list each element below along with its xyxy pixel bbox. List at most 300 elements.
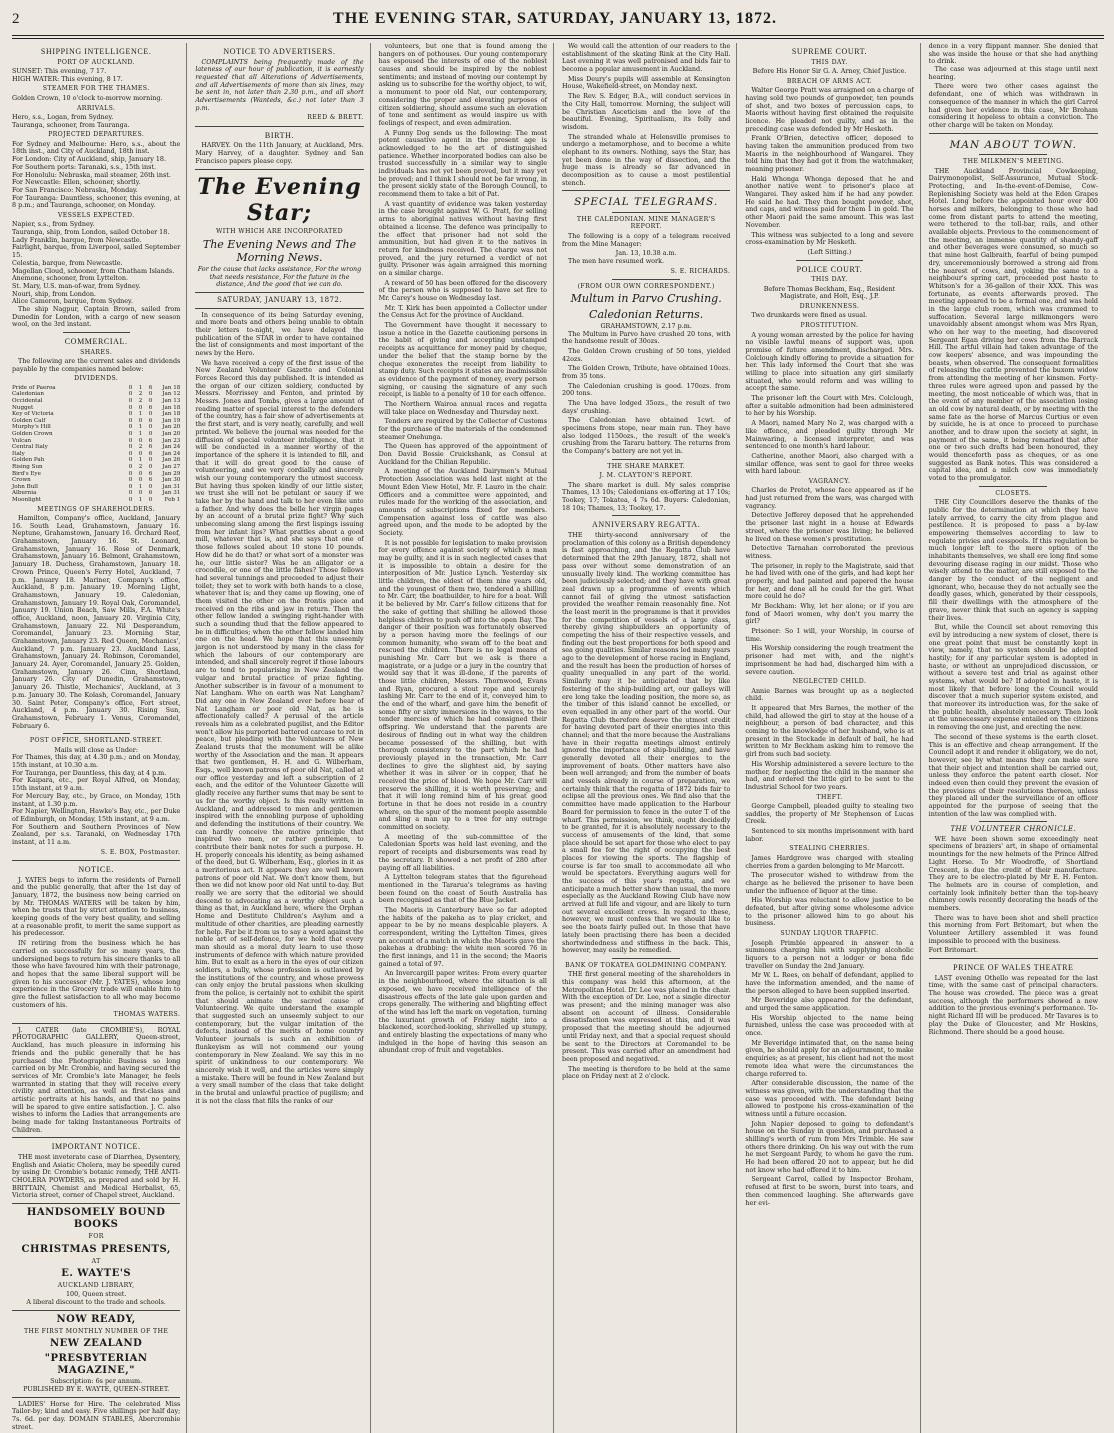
divider <box>612 515 679 516</box>
case-heading: PROSTITUTION. <box>800 322 859 330</box>
news-paragraph: A reward of 50 has been offered for the discovery of the person who is supposed to have set fire to Mr. Carey's house on Wednesday last. <box>378 278 547 302</box>
divider <box>195 308 363 309</box>
news-paragraph: A Funny Dog sends us the following: The most potent causative agent in the present age is acknowledged to be the art of distinguished patience. Whether incorporated bodies can also be trusted successfully in a similar way to single individuals has not yet been proved, but it may yet be proved; and I think I should not be far wrong, in the present sickly state of the Borough Council, to recommend them to take a bit of Pat. <box>378 128 547 199</box>
columns <box>12 42 1104 1431</box>
dividend-amount: 0 <box>138 490 143 497</box>
case-heading: BREACH OF ARMS ACT. <box>786 77 873 85</box>
telegram-intro: The following is a copy of a telegram received from the Mine Manager: <box>561 231 731 248</box>
dividend-amount: 1 <box>138 424 143 431</box>
news-paragraph: volunteers, but one that is found among the hangers on of pothouses. Our young contemporary has espoused the interests of one of the noblest causes and should be inspired by the noblest sentiments; and instead of moving our contempt by asking us to subscribe for the worthy object, to wit, a monument to poor old Nat, our contemporary, considering the proper and elevating purposes of citizen soldiering, should assume such an elevation of tone and sentiment as would inspire us with feelings of respect, and even admiration. <box>378 42 547 127</box>
court-paragraph: James Hardgrove was charged with stealing cherries from a garden belonging to Mr Marcott. <box>745 853 914 870</box>
dividend-date: Jan 23 <box>162 437 181 444</box>
crushing-line: The Multum in Parvo have crushed 20 tons, with the handsome result of 30ozs. <box>561 329 731 346</box>
divider <box>12 860 180 861</box>
steamer-line: Golden Crown, 10 o'clock to-morrow morning. <box>12 93 163 102</box>
court-paragraph: There were two other cases against the defendant, one of which was withdrawn in consequence of the manner in which the girl Carrol had given her evidence in this case, Mr Broham considering it hopeless to obtain a conviction. The other charge will be taken on Monday. <box>928 82 1098 129</box>
dividend-date: Jan 26 <box>162 457 181 464</box>
volunteer-chronicle-heading: THE VOLUNTEER CHRONICLE. <box>950 825 1077 834</box>
theatre-heading: PRINCE OF WALES THEATRE <box>953 963 1074 973</box>
court-paragraph: George Campbell, pleaded guilty to stealing two saddles, the property of Mr Stephenson of Lucas Creek. <box>745 802 914 826</box>
dividend-amount: 0 <box>128 391 133 398</box>
special-telegrams-heading: SPECIAL TELEGRAMS. <box>574 196 719 209</box>
dividend-amount: 0 <box>128 437 133 444</box>
crushing-line: The Una have lodged 35ozs., the result of two days' crushing. <box>561 399 731 415</box>
court-paragraph: The case was adjourned at this stage until next hearing. <box>928 65 1098 81</box>
expected-line: Nouri, ship, from London. <box>12 289 96 298</box>
birth-heading: BIRTH. <box>264 130 295 140</box>
dividend-company: Central Italy <box>12 444 48 451</box>
court-paragraph: A young woman arrested by the police for having no visible lawful means of support was, upon promise of future amendment, discharged. Mrs. Colclough kindly offering to provide a situation for her. This lady informed the Court that she was willing to place into situation any girl similarly situated, who would reform and was willing to accept the same. <box>745 330 914 393</box>
case-heading: DRUNKENNESS. <box>799 303 860 310</box>
dividend-amount: 0 <box>148 391 153 398</box>
this-day-heading: THIS DAY. <box>811 58 848 66</box>
court-paragraph: Sergeant Carrol, called by Inspector Broham, refused at first to be sworn, burst into tears, and then commenced laughing. She afterwards gave her evi- <box>745 1175 914 1207</box>
court-before-line: Before Thomas Beckham, Esq., Resident Magistrate, and Holt, Esq., J.P. <box>763 284 896 301</box>
court-paragraph: Detective Jefferey deposed that he apprehended the prisoner last night in a house at Edwards street, where the prisoner was living; he believed he lived on these women's prostitution. <box>745 511 914 543</box>
advertisers-notice-heading: NOTICE TO ADVERTISERS. <box>223 47 336 56</box>
caledonian-heading: THE CALEDONIAN. MINE MANAGER'S REPORT. <box>576 215 716 231</box>
steamer-heading: STEAMER FOR THE THAMES. <box>42 85 150 93</box>
dividend-amount: 1 <box>138 411 143 418</box>
departure-line: For Newcastle: Ellen, schooner, shortly. <box>12 178 141 187</box>
dividend-amount: 0 <box>148 398 153 405</box>
court-paragraph: His Worship considering the rough treatment the prisoner had met with, and the night's imprisonment he had had, discharged him with a severe caution. <box>745 644 914 676</box>
dividend-row <box>12 398 180 405</box>
dividend-amount: 6 <box>148 450 153 457</box>
divider <box>979 821 1047 822</box>
mail-line: For Napier, Wellington, Hawke's Bay, etc., per Duke of Edinburgh, on Monday, 15th instant, at 9 a.m. <box>12 807 181 823</box>
birth-notice: HARVEY. On the 11th January, at Auckland, Mrs. Mary Harvey, of a daughter. Sydney and San Francisco papers please copy. <box>195 141 364 165</box>
dividends-table <box>12 385 180 504</box>
departure-line: For San Francisco: Nebraska, Monday. <box>12 185 138 194</box>
multum-heading: Multum in Parvo Crushing. <box>570 292 722 306</box>
court-paragraph: Annie Barnes was brought up as a neglected child. <box>745 686 914 703</box>
postmaster-signature: S. E. BOX, Postmaster. <box>100 848 181 856</box>
case-heading: VAGRANCY. <box>808 477 851 485</box>
divider <box>612 279 679 280</box>
share-market-heading: THE SHARE MARKET. <box>607 462 686 470</box>
dividend-row <box>12 477 180 484</box>
dividend-date: Jan 18 <box>162 411 181 418</box>
expected-line: Magellan Cloud, schooner, from Chatham Islands. <box>12 266 175 275</box>
case-heading: THEFT. <box>816 793 843 801</box>
editorial-paragraph: In consequence of its being Saturday evening, and more boats and others being unable to obtain their letters to-night, we have delayed the publication of the STAR in order to have contained the list of consignments and most important of the news by the Hero. <box>195 310 364 357</box>
editorial-date: SATURDAY, JANUARY 13, 1872. <box>217 296 342 305</box>
divider <box>12 1203 180 1204</box>
dividend-amount: 6 <box>148 444 153 451</box>
column-6 <box>929 43 1104 1433</box>
dividend-amount: 0 <box>128 411 133 418</box>
dividend-date: Jan 12 <box>162 391 181 398</box>
court-paragraph: Joseph Primble appeared in answer to a summons charging him with supplying alcoholic liquors to a person not a lodger or bona fide traveller on Sunday the 2nd January. <box>745 938 914 970</box>
dividend-date: Jan 31 <box>162 483 181 490</box>
court-paragraph: His Worship was reluctant to allow justice to be defeated, but after giving some wholesome advice to the prisoner allowed him to go about his business. <box>745 896 914 928</box>
dividend-row <box>12 451 180 458</box>
dividend-row <box>12 391 180 398</box>
clayton-report-heading: J. M. CLAYTON'S REPORT. <box>599 472 693 480</box>
expected-line: Alice Cameron, barque, from Sydney. <box>12 297 133 306</box>
telegram-signature: S. E. RICHARDS. <box>670 267 731 275</box>
divider <box>612 958 679 959</box>
crushing-line: The Caledonian crushing is good. 170ozs. from 200 tons. <box>561 381 731 398</box>
departures-heading: PROJECTED DEPARTURES. <box>48 131 145 139</box>
divider <box>612 212 679 213</box>
departure-line: For London: City of Auckland, ship, January 18. <box>12 155 167 164</box>
editorial-paragraph: We have received a copy of the first issue of the New Zealand Volunteer Gazette and Colonial Forces Record this day published. It is intended as the organ of our citizen soldiery, conducted by Messrs. Morrissey and Fenton, and printed by Messrs. Jones and Tombs, gives a large amount of reading matter of special interest to the defenders of the country, has a fair show of advertisements at the first start, and is very neatly, carefully, and well printed. We believe the journal was needed for the diffusion of special volunteer intelligence, that it will be conducted in a manner worthy of the importance of the sphere it is intended to fill, and that it will do great good to the cause of volunteering, and we very cordially and sincerely wish our young contemporary the utmost success. But having thus spoken kindly of our little sister, we trust she will not be petulant or saucy if we take her by the hand and talk to her even like unto a father. And why does the belle her virgin pages by an account of a brutal prize fight? Why such unbecoming slang among the first lispings issuing from her infant lips? What prattles about a good mill, whatever that is, and she says that one of those fellows scaled about 10 stone 10 pounds. How did he do that? or what sort of a monster was he, our little sister? Was he an alligator or a crocodile, or one of the little fishes? Those fellows had several tunnings and proceeded to adjust their toilet; they set to work with both hands to a close, whatever that is; and they came up flowing, one of them visited the other on the frontis piece and received on the ribs and jaw in return. Then the other fellow landed a swinging right-hander with such a sounding thud that the fellow appeared to be in difficulties; when the other fellow landed him one on the head. We hope that this unseemly jargon is not understood by many in the class for which the labours of our contemporary are intended, and shall sincerely regret if those labours are to tend to popularising in New Zealand the vulgar and brutal practice of prize fighting. Another subscriber is in favour of a monument to Nat Langham. Who on earth was Nat Langham? Did any one in New Zealand ever before hear of Nat Langham or poor old Nat, as he is affectionately called? A perusal of the article reveals him as a celebrated pugilist, and the Editor won't allow his purported battered carcase to rot in peace, but pleading with the Volunteers of New Zealand trusts that the monument will be alike worthy of the Association and the man. It appears that two gentlemen, H. H. and G. Wilberham, Esqs., well known patrons of poor old Nat, called at our office yesterday and left a subscription of 2 each, and the editor of the Volunteer Gazette will gladly receive any further sums that may be sent to us for the worthy object. Is this really written in Auckland, and addressed to men and gentlemen inspired with the ennobling purpose of upholding and defending the institutions of their country. We can hardly conceive the motive principle that inspired two men, or rather gentlemen, to contribute their bank notes for such a purpose. H. H. properly conceals his identity, as being ashamed of the deed, but G. Wilberham, Esq., glories in it as a meritorious act. It appears they are well known patrons of poor old Nat. We don't know them, but then we did not know poor old Nat until to-day. But really we are sorry that the editorial we should descend to advocating as a worthy object such a thing as that, in Auckland here, where the Orphan Home and Destitute Children's Asylum and a multitude of other charities, are pleading earnestly for help. Far be it from us to say a word against the noble art of self-defence, for we hold that every man should as a moral duty learn to use those instruments of defence with which nature provided him. But to exalt as a hero in the eyes of our citizen soldiers, a bully, whose profession is outlawed by the institutions of the country, and whose prowess can only enjoy the brutal passions when skulking from the police, is certainly not to exhibit the spirit that should animate the sacred cause of Volunteering. We quite understand the example that suggested such an unseemly subject to our contemporary, but the vulgar imitation of the defects, instead of the merits of home country Volunteer journals is such an exhibition of flunkeyism as will not commend our young contemporary in New Zealand. We say this in no spirit of unkindness to our contemporary. We sincerely wish it well, and the articles were simply a mistake. There will be found in New Zealand but a very small number of the class that take delight in the brutal and unlawful practice of pugilism; and it is not the class that fills the ranks of our <box>195 358 364 1105</box>
dividend-row <box>12 490 180 497</box>
news-paragraph: Mr. T. Kirk has been appointed a Collector under the Census Act for the province of Auckland. <box>378 303 547 320</box>
court-paragraph: Mr Beveridge intimated that, on the name being given, he should apply for an adjournment, to make enquiries; as at present, his client had not the most remote idea what were the circumstances the charge referred to. <box>745 1038 914 1078</box>
dividend-company: Occidental <box>12 398 43 405</box>
court-paragraph: His Worship objected to the name being furnished, unless the case was proceeded with at once. <box>745 1013 914 1038</box>
yates-notice: J. YATES begs to inform the residents of Parnell and the public generally, that after the 1st day of January, 1872, the business now being carried on by Mr. THOMAS WATERS will be taken by him, when he trusts that by strict attention to business, keeping goods of the very best quality, and selling at a reasonable profit, to merit the same support as his predecessor. <box>12 875 181 938</box>
dividend-row <box>12 471 180 478</box>
divider <box>63 332 130 333</box>
divider <box>562 190 730 191</box>
court-paragraph: Two drunkards were fined as usual. <box>751 311 868 320</box>
dividends-heading: DIVIDENDS. <box>74 375 119 383</box>
dividend-amount: 0 <box>128 417 133 424</box>
news-paragraph: It is not possible for legislation to make provision for every offence against society of which a man may be guilty, and it is in such neglected cases that it is impossible to obtain a desire for the interposition of Mr. Justice Lynch. Yesterday six little children, the eldest of them nine years old, and the youngest of them two, tendered a shilling to Mr. Carr, the boatbuilder, to hire for a boat. Will it be believed by Mr. Carr's fellow citizens that for the sake of getting that shilling he allowed those helpless children to push off into the open Bay. The danger of their position was fortunately observed by a person having more the feelings of our common humanity, who swam off to the boat and rescued the children. There is no legal means of punishing Mr. Carr but we ask is there a magistrate, or a judge or a jury in the country that would say that it was ill-done, if the parents of those little children, Messrs. Thornwood, Evans and Ryan, procured a stout rope and securely lashing Mr. Carr to the end of it, conveyed him to the end of the wharf, and gave him the benefit of some fifty or sixty immersions in the waves, to the tender mercies of which he had consigned their offspring. We understand that the parents are desirous of finding out in what way the children became possessed of the shilling, but with thorough consistency to the part which he had previously played in the transaction, Mr. Carr declines to give the slightest aid, by saying whether it was in silver or in copper, that he received the price of blood. We hope Mr. Carr will preserve the shilling, it is worth preserving; and that it will long remind him of his great good fortune in that he does not reside in a country where, on the spur of the moment people assemble and sling a man up to a tree for any outrage committed on society. <box>378 538 547 832</box>
dividend-amount: 0 <box>138 470 143 477</box>
dividend-row <box>12 484 180 491</box>
news-paragraph: A vast quantity of evidence was taken yesterday in the case brought against W. G. Pratt, for selling arms to aboriginal natives without having first obtained a license. The defence was principally to the effect that prisoner had not sold the ammunition, but had given it to the natives in return for kindness received. The charge was not proved, and the jury returned a verdict of not guilty. Prisoner was again arraigned this morning on a similar charge. <box>378 199 547 277</box>
expected-line: Tauranga, ship, from London, sailed October 18. <box>12 228 170 237</box>
dividend-date: Jan 18 <box>162 384 181 391</box>
port-heading: PORT OF AUCKLAND. <box>57 58 136 66</box>
page-number: 2 <box>12 11 20 27</box>
arrivals-heading: ARRIVALS. <box>76 104 116 112</box>
correspondent-heading: (FROM OUR OWN CORRESPONDENT.) <box>577 283 715 291</box>
departure-line: For Sydney and Melbourne: Hero, s.s., about the 18th inst., and City of Auckland, 18th inst. <box>12 139 181 156</box>
advertisers-notice: COMPLAINTS being frequently made of the lateness of our hour of publication, it is earnestly requested that all Alterations of Advertisements, and all Advertisements of more than six lines, may be sent in, not later than 2.30 p.m., and all short Advertisements (Wanteds, &c.) not later than 3 p.m. <box>195 57 364 112</box>
dividend-amount: 6 <box>148 470 153 477</box>
dividend-company: Vulcan <box>12 437 32 444</box>
books-for: FOR <box>88 1233 104 1241</box>
divider <box>63 733 130 734</box>
masthead-rule <box>12 35 1104 39</box>
dividend-amount: 6 <box>148 490 153 497</box>
expected-line: Fairlight, barque, from Liverpool, sailed September 15. <box>12 243 181 260</box>
monthly-number-line: THE FIRST MONTHLY NUMBER OF THE <box>24 1327 169 1335</box>
evening-star-nameplate: The Evening Star; <box>197 173 362 226</box>
court-paragraph: Walter George Pratt was arraigned on a charge of having sold two pounds of gunpowder, ten pounds of shot, and two boxes of percussion caps, to Maoris without having first obtained the requisite licence. He pleaded not guilty, and as in the preceding case was defended by Mr Hesketh. <box>745 86 914 133</box>
expected-line: Lady Franklin, barque, from Newcastle. <box>12 235 142 244</box>
arrival-line: Tauranga, schooner, from Tauranga. <box>12 120 130 129</box>
news-paragraph: A meeting of the sub-committee of the Caledonian Sports was held last evening, and the report of receipts and disbursements was read by the secretary. It showed a net profit of 280 after paying off all liabilities. <box>378 832 547 872</box>
telegram-body: The men have resumed work. <box>567 256 664 265</box>
dividend-amount: 6 <box>148 477 153 484</box>
commercial-heading: COMMERCIAL. <box>64 337 128 347</box>
divider <box>12 1023 180 1024</box>
dividend-date: Jan 19 <box>162 417 181 424</box>
newspaper-title: THE EVENING STAR, SATURDAY, JANUARY 13, 1872. <box>333 10 777 27</box>
dividend-row <box>12 438 180 445</box>
dividend-row <box>12 444 180 451</box>
news-paragraph: The Maoris in Canterbury have so far adopted the habits of the pakeha as to play cricket, and appear to be by no means despicable players. A correspondent, writing the Lyttelton Times, gives an account of a match in which the Maoris gave the pakehas a drubbing: the white men scored 76 in the first innings, and 11 in the second; the Maoris gained a total of 97. <box>378 905 547 968</box>
important-notice-heading: IMPORTANT NOTICE. <box>51 1142 141 1152</box>
caledonian-returns-heading: Caledonian Returns. <box>589 307 704 321</box>
dividend-amount: 0 <box>148 431 153 438</box>
court-paragraph: Mr W. L. Rees, on behalf of defendant, applied to have the information amended, and the name of the person alleged to have been supplied inserted. <box>745 971 914 995</box>
dividend-amount: 0 <box>128 496 133 503</box>
telegram-time: Jan. 13, 10.38 a.m. <box>615 249 677 258</box>
volunteer-article: There was to have been shot and shell practice this morning from Fort Britomart, but when the Volunteer Artillery assembled it was found impossible to proceed with the business. <box>928 913 1098 945</box>
column-1 <box>12 43 187 1433</box>
court-paragraph: A Maori, named Mary No 2, was charged with a like offence, and pleaded guilty through Mr Mainwaring, a licensed interpreter, and was sentenced to one month's hard labour. <box>745 419 914 451</box>
dividend-company: Golden Calf <box>12 417 46 424</box>
dividend-row <box>12 385 180 392</box>
news-paragraph: The Queen has approved of the appointment of Don David Bossie Cruickshank, as Consul at Auckland for the Chilian Republic. <box>378 442 547 466</box>
divider <box>195 169 363 170</box>
library-address: 100, Queen street. <box>65 1290 127 1299</box>
crushing-line: The Golden Crown crushing of 50 tons, yielded 42ozs. <box>561 346 731 363</box>
dividend-row <box>12 497 180 504</box>
dividend-date: Jan 13 <box>162 398 181 405</box>
dividend-row <box>12 424 180 431</box>
dividend-amount: 0 <box>128 457 133 464</box>
dividend-amount: 0 <box>138 417 143 424</box>
divider <box>929 133 1098 134</box>
court-paragraph: Charles de Pretot, whose face appeared as if he had just returned from the wars, was charged with vagrancy. <box>745 486 914 510</box>
dividend-company: Bird's Eye <box>12 470 41 477</box>
news-paragraph: An Invercargill paper writes: From every quarter in the neighbourhood, where the situation is all exposed, we have received intelligence of the disastrous effects of the late gale upon garden and crops generally. The withering and blighting effect of the wind has left the mark on vegetation, turning the luxuriant growth of Friday night into a blackened, scorched-looking, shrivelled up stumpy, and entirely blasting the expectations of many who indulged in the hope of having this season an abundant crop of fruit and vegetables. <box>378 969 547 1055</box>
dividend-company: Key of Victoria <box>12 411 54 418</box>
departure-line: For Southern ports: Taranaki, s.s., 15th inst. <box>12 162 156 171</box>
subscription-line: Subscription: 6s per annum. <box>50 1377 143 1386</box>
dividend-amount: 0 <box>148 424 153 431</box>
dividend-company: Italy <box>12 450 25 457</box>
court-paragraph: dence in a very flippant manner. She denied that she was inside the house or that she had anything to drink. <box>928 42 1098 66</box>
dividend-date: Jan 20 <box>162 424 181 431</box>
dividend-amount: 6 <box>148 404 153 411</box>
cater-advert: J. CATER (late CROMBIE'S), ROYAL PHOTOGRAPHIC GALLERY, Queen-street, Auckland, has much pleasure in informing his friends and the public generally that he has purchased the Photographic Business so long carried on by Mr. Crombie, and having secured the services of Mr. Crombie's late Manager, he feels warranted in stating that they will receive every civility and attention, as well as first-class and artistic portraits at his hands, and that no pains will be spared to give entire satisfaction. J. C. also wishes to inform the Ladies that arrangements are being made for taking Instantaneous Portraits of Children. <box>12 1025 181 1134</box>
dividend-amount: 0 <box>128 490 133 497</box>
horse-hire-advert: LADIES' Horse for Hire. The celebrated Miss Tailor-by; kind and easy. Five shillings per half day; 7s. 6d. per day. DOMAIN STABLES, Abercrombie street. <box>12 1399 181 1431</box>
meetings-list: Hamilton, Company's office, Auckland, January 16. South Lead, Grahamstown, January 16. Neptune, Grahamstown, January 16. Orchard Reef, Grahamstown, January 16. St. Leonard, Grahamstown, January 16. Rose of Denmark, Grahamstown, January 16. Belmont, Grahamstown, January 18. Duchess, Grahamstown, January 18. Crown Prince, Queen's Ferry Hotel, Auckland, 7 p.m. January 18. Mariner, Company's office, Auckland, 8 p.m. January 19. Morning Light, Grahamstown, January 19. Caledonian, Grahamstown, January 19. Royal Oak, Coromandel, January 19. Union Beach, Saw Mills, F.A. White's office, Auckland, noon, January 20. Virginia City, Grahamstown, January 22. Nil Desperandum, Coromandel, January 23. Morning Star, Grahamstown, January 23. Red Queen, Mechanics', Auckland, 7 p.m. January 23. Auckland Lass, Grahamstown, January 24. Robinson, Coromandel, January 24. Ayer, Coromandel, January 25. Golden, Grahamstown, January 26. Cinn, Shortland, January 26. City of Dunedin, Grahamstown, January 26. Thistle, Mechanics', Auckland, at 3 p.m. January 30. The Kolash, Coromandel, January 30. Saint Peter, Company's office, Fort street, Auckland, 4 p.m. January 30. Rising Sun, Grahamstown, February 1. Venus, Coromandel, February 6. <box>12 514 181 730</box>
tokatea-heading: BANK OF TOKATEA GOLDMINING COMPANY. <box>565 961 728 969</box>
closets-article: The second of these systems is the earth closet. This is an effective and cheap arrangement. If the Council adopt it and render it obligatory, we do not, however, see by what means they can make sure that their object and intention shall be carried out, unless they enforce the patent earth closet. Nor indeed even then could they prevent the evasion of the provisions of their resolutions thereon, unless they placed all under the surveillance of an officer appointed for the purpose of seeing that the intention of the law was complied with. <box>928 732 1098 818</box>
masthead <box>12 10 1104 32</box>
dividend-amount: 0 <box>128 470 133 477</box>
column-2 <box>195 43 370 1433</box>
incorporated-titles: The Evening News and The Morning News. <box>202 237 357 264</box>
shares-intro: The following are the current sales and dividends payable by the companies named below: <box>12 357 181 373</box>
dividend-amount: 0 <box>138 404 143 411</box>
court-paragraph: Mr Beveridge also appeared for the defendant, and urged the same application. <box>745 996 914 1012</box>
news-paragraph: The stranded whale at Helensville promises to undergo a metamorphose, and to become a white elephant to its owners. Nothing, says the Star, has yet been done in the way of dissection, and the huge mass is already so far advanced in decomposition as to cause a most pestilential stench. <box>561 132 731 187</box>
dividend-row <box>12 405 180 412</box>
dividend-amount: 0 <box>148 483 153 490</box>
news-paragraph: The Northern Wairoa annual races and regatta will take place on Wednesday and Thursday next. <box>378 399 547 416</box>
dividend-amount: 1 <box>138 431 143 438</box>
dividend-amount: 1 <box>138 457 143 464</box>
news-paragraph: Miss Deury's pupils will assemble at Kensington House, Wakefield-street, on Monday next. <box>561 74 731 91</box>
dividend-amount: 6 <box>148 437 153 444</box>
milkmen-heading: THE MILKMEN'S MEETING. <box>963 158 1064 166</box>
dividend-company: Caledonian <box>12 391 44 398</box>
crushing-line: The Caledonian have obtained 1cwt. of specimens from stope, near main run. They have also lodged 1150ozs., the result of the week's crushing from the Tararu battery. The returns from the Company's battery are not yet in. <box>561 416 731 456</box>
dividend-amount: 0 <box>128 450 133 457</box>
crushing-line: The Golden Crown, Tribute, have obtained 10ozs. from 35 tons. <box>561 364 731 380</box>
dividend-amount: 0 <box>128 477 133 484</box>
dividend-company: Golden Pah <box>12 457 45 464</box>
dividend-company: Golden Crown <box>12 431 53 438</box>
dividend-date: Feb 1 <box>164 496 181 503</box>
dividend-amount: 0 <box>128 404 133 411</box>
incorporated-line: WITH WHICH ARE INCORPORATED <box>216 228 343 236</box>
news-paragraph: A meeting of the Auckland Dairymen's Mutual Protection Association was held last night at the Mount Eden View Hotel, Mr. F. Lauro in the chair. Officers and a committee were appointed, and rules made for the working of the association, and amounts of subscriptions fixed for members. Compensation against loss of cattle was also agreed upon, and the mode to be adopted by the Society. <box>378 467 547 537</box>
divider <box>195 126 363 127</box>
court-paragraph: Haki Whonga Whonga deposed that he and another native went to prisoner's place at Wangarei. They asked him if he had any powder. He said he had. They then bought powder, shot, and caps, and witness paid for them 1 in gold. The other Maori paid the same amount. This was last November. <box>745 174 914 229</box>
dividend-date: Jan 18 <box>162 404 181 411</box>
dividend-amount: 2 <box>138 391 143 398</box>
library-heading: AUCKLAND LIBRARY, <box>57 1282 135 1289</box>
dividend-amount: 2 <box>138 398 143 405</box>
court-paragraph: This witness was subjected to a long and severe cross-examination by Mr Hesketh. <box>745 230 914 247</box>
mail-line: For Southern and Southern Provinces of New Zealand, per s.s. Taranaki, on Wednesday 17th instant, at 11 a.m. <box>12 822 181 846</box>
dividend-company: Rising Sun <box>12 464 43 470</box>
mail-line: For Mercury Bay, etc., by Grace, on Monday, 15th instant, at 1.30 p.m. <box>12 791 181 808</box>
notice-heading: NOTICE. <box>78 865 114 875</box>
regatta-heading: ANNIVERSARY REGATTA. <box>591 520 701 530</box>
court-paragraph: Prisoner: So I will, your Worship, in course of time. <box>745 627 914 643</box>
divider <box>195 292 363 293</box>
dividend-amount: 6 <box>148 417 153 424</box>
column-5 <box>745 43 920 1433</box>
departure-line: For Tauranga: Dauntless, schooner, this evening, at 8 p.m.; and Tauranga, schooner, on Monday. <box>12 193 181 210</box>
divider <box>12 1310 180 1311</box>
dividend-amount: 0 <box>148 411 153 418</box>
dividend-amount: 6 <box>148 384 153 391</box>
dividend-row <box>12 418 180 425</box>
dividend-amount: 0 <box>128 398 133 405</box>
books-heading: HANDSOMELY BOUND BOOKS <box>26 1207 166 1231</box>
dividend-date: Jan 29 <box>162 470 181 477</box>
dividend-amount: 0 <box>128 431 133 438</box>
shares-heading: SHARES. <box>80 348 113 356</box>
dividend-amount: 0 <box>128 384 133 391</box>
court-paragraph: Mr Beckham: Why, let her alone; or if you are fond of Maori women, why don't you marry the girl? <box>745 602 914 626</box>
dividend-amount: 1 <box>138 496 143 503</box>
post-office-heading: POST OFFICE, SHORTLAND-STREET. <box>29 737 163 745</box>
news-paragraph: Tenders are required by the Collector of Customs for the purchase of the materials of the condemned steamer Onehunga. <box>378 417 547 441</box>
expected-line: Celestia, barque, from Newcastle. <box>12 258 123 267</box>
dividend-company: Pride of Paeroa <box>12 384 56 391</box>
waters-notice: IN retiring from the business which he has carried on successfully for so many years, the undersigned begs to return his sincere thanks to all those who have favoured him with their patronage, and hopes that the same liberal support will be given to his successor (Mr. J. YATES), whose long experience in the Grocery trade will enable him to give the fullest satisfaction to all who may become customers of his. <box>12 939 181 1009</box>
mail-line: For Thames, this day, at 4.30 p.m.; and on Monday, 15th instant, at 10.30 a.m. <box>12 753 181 770</box>
dividend-amount: 0 <box>148 496 153 503</box>
dividend-company: Crown <box>12 477 31 484</box>
dividend-date: Jan 24 <box>162 444 181 451</box>
milkmen-article: THE Auckland Provincial Cowkeeping, Dairymonopolist, Self-Assurance, Mutual Stock-Protecting, and In-the-event-of-Demise, Cow-Replenishing Society was held at the Eden Grapes Hotel. Long before the appointed hour over 400 horses and milkers, belonging to those who had come from distant parts to attend the meeting, were tethered to the toll-bar, rails, and other available objects. Previous to the commencement of the meeting, an immense quantity of shandy-gaff and other beverages were consumed, so much so that mine host Galbraith, fearful of being pumped dry, unceremoniously borrowed a strong aid from the nearest of cows, and, yoking the same to a neighbour's spring cart, proceeded post haste to Whitson's for a 36-gallon of their XXX. This was fortunate, as events afterwards proved. The meeting appeared to be a formal one, and was held in the large club room, which was crammed to suffocation. Several large milkmongers were unavoidably absent amongst whom was Mrs Ryan, who on her way to the meeting, had discovered Sergeant Egan driving her cows from the Barrack Hill. The artful villain had taken advantage of the cow keepers' absence, and was impounding the beasts, when observed. The consequent formalities of releasing the cattle prevented the buxom widow from attending the meeting of her kinsmen. Forty-three rules were agreed upon and passed by the meeting, the most noticeable of which was, that in the event of any member of the association losing an old cow by natural death, or by meeting with the same fate as the horse of Marcus Curtius or even by suicide, he is at once to proceed to purchase another, and to draw upon the society at sight, in payment of the same, it being remarked that after one or two such drafts had been honoured, they would thenceforth pass as cheques, or as one suggested as Bank notes. This was considered a capital idea, and a milch cow was immediately voted to the promulgator. <box>928 166 1098 483</box>
dividend-row <box>12 431 180 438</box>
wayte-heading: E. WAYTE'S <box>61 1268 132 1279</box>
supreme-court-heading: SUPREME COURT. <box>791 47 868 56</box>
case-heading: SUNDAY LIQUOR TRAFFIC. <box>780 930 879 938</box>
motto: For the cause that lacks assistance, For the wrong that needs resistance, For the future in the distance, And the good that we can do. <box>197 265 362 289</box>
library-discount: A liberal discount to the trade and schools. <box>26 1298 166 1307</box>
column-3 <box>379 43 554 1433</box>
mail-line: For Kaipara, etc., per Royal Alfred, on Monday, 15th instant, at 9 a.m. <box>12 776 181 793</box>
dividend-company: Nugget <box>12 404 34 411</box>
divider <box>12 1137 180 1138</box>
court-paragraph: Sentenced to six months imprisonment with hard labor. <box>745 827 914 843</box>
case-heading: STEALING CHERRIES. <box>789 845 870 853</box>
dividend-amount: 0 <box>148 457 153 464</box>
christmas-heading: CHRISTMAS PRESENTS, <box>21 1243 171 1255</box>
expected-line: Napier, s.s., from Sydney. <box>12 220 95 229</box>
dividend-company: Alburnia <box>12 490 37 497</box>
news-paragraph: A Lyttelton telegram states that the figurehead mentioned in the Tararua's telegrams as having been found on the coast of South Australia has been recognised as that of the Blue Jacket. <box>378 873 547 905</box>
dividend-company: John Bull <box>12 483 38 490</box>
volunteer-article: Fort Britomart. <box>928 946 978 955</box>
police-court-heading: POLICE COURT. <box>796 264 863 274</box>
court-paragraph: After considerable discussion, the name of the witness was given, with the understanding that the case was proceeded with. The defendant being allowed to postpone his cross-examination of the witness until a future occasion. <box>745 1079 914 1118</box>
dividend-company: Murphy's Hill <box>12 424 51 431</box>
tokatea-article: THE first general meeting of the shareholders in this company was held this afternoon, at the Metropolitan Hotel. Dr. Lee was placed in the chair. With the exception of Dr. Lee, not a single director was present; and the mining manager was also absent on account of illness. Considerable dissatisfaction was expressed at this, and it was proposed that the meeting should be adjourned until Friday next, and that a special request should be sent to the Directors at Coromandel to be present. This was carried after an amendment had been proposed and negatived. <box>561 970 731 1063</box>
divider <box>612 459 679 460</box>
this-day-heading: THIS DAY. <box>811 276 848 284</box>
dividend-amount: 0 <box>148 464 153 470</box>
shipping-heading: SHIPPING INTELLIGENCE. <box>40 47 152 56</box>
man-about-town-heading: MAN ABOUT TOWN. <box>949 138 1078 151</box>
news-paragraph: The Rev. S. Edger, B.A., will conduct services in the City Hall, tomorrow. Morning, the subject will be Christian Asceticism and the love of the beautiful. Evening, Spiritualism, its folly and wisdom. <box>561 92 731 131</box>
regatta-article: THE thirty-second anniversary of the proclamation of this colony as a British dependency is fast approaching, and the Regatta Club have determined that the 29th January, 1872, shall not pass over without some demonstration of an unusually lively kind. The working committee has been judiciously selected; and they have with great zeal drawn up a programme of events which cannot fail of giving the utmost satisfaction provided the weather remain reasonably fine. Not the least merit in the programme is that it provides for the competition of vessels of a large class, thereby giving shipbuilders an opportunity of competing the hiss of their respective vessels, and finding out the best proportions for both speed and sea going qualities. Similar reasons led many years ago to the development of horse racing in England, and the result has been the production of horses of quality unequalled in any part of the world. Similarly may it be anticipated that by like fostering of the ship-building art, our galleys will ere long take the leading position, the more so, as the timber of this island cannot be excelled, or even equalled in any other part of the world. Our Regatta Club therefore deserve the utmost credit for having devoted part of their energies into this channel; and that the more because the Australians have in their regatta meetings almost entirely ignored the importance of ship-building, and have generally devoted all their energies to the improvement of boats. Other matters have also been well arranged; and from the number of boats and vessels already in course of preparation, we certainly think that the regatta of 1872 bids fair to eclipse all the previous ones. We find also that the committee have made application to the Harbour Board for permission to fence in the outer T of the wharf. This permission, we think, ought decidedly to be granted, for it is absolutely necessary to the success of amusements of the kind, that some place should be set apart for those who elect to pay a small fee for the right of occupying the best places for viewing the sports. The flagship of course is far too small to accommodate all who would be spectators. Everything augurs well for the success of this year's regatta, and we anticipate a much better show than usual, the more especially as the Auckland Rowing Club have now arrived at full life and vigour, and are likely to turn out several excellent crews. In regard to these, however, we must confess that we should like to see the boats fairly pulled out. In those that have lately been practising there has been a decided shortwindedness and stiffness in the back. This, however, may easily be remedied. <box>561 531 731 955</box>
dividend-date: Jan 31 <box>162 490 181 497</box>
dividend-company: Moonlight <box>12 496 42 503</box>
tokatea-article: The meeting is therefore to be held at the same place on Friday next at 2 o'clock. <box>561 1064 731 1081</box>
court-paragraph: It appeared that Mrs Barnes, the mother of the child, had allowed the girl to stay at the house of a neighbour, a person of bad character, and this coming to the knowledge of her husband, who is at present in the Stockade in default of bail, he had written to Mr Beckham asking him to remove the girl from such bad society. <box>745 704 914 759</box>
nagpur-paragraph: The ship Nagpur, Captain Brown, sailed from Dunedin for London, with a cargo of new season wool, on the 3rd instant. <box>12 304 181 329</box>
departure-line: For Honolulu: Nebraska, mail steamer, 26th inst. <box>12 170 171 179</box>
dividend-date: Jan 30 <box>162 477 181 484</box>
books-at: AT <box>91 1257 101 1265</box>
expected-heading: VESSELS EXPECTED. <box>57 211 135 219</box>
divider <box>979 154 1047 155</box>
dividend-amount: 0 <box>128 444 133 451</box>
dividend-amount: 1 <box>138 483 143 490</box>
now-ready-heading: NOW READY, <box>56 1313 136 1325</box>
dividend-amount: 0 <box>128 424 133 431</box>
closets-article: THE City Councillors deserve the thanks of the public for the determination at which they have lately arrived, to carry the city from plague and pestilence. It is proposed to pass a by-law empowering themselves according to law to regulate privies and cesspools. If this regulation be much longer left to the mere option of the inhabitants themselves, we shall ere long find some devouring disease raging in our midst. Those who wisely attend to the matter, are still exposed to the danger by the conduct of the negligent and ignorant, who, because they do not actually see the deadly gases, which, generated by their cesspools, fill their dwellings with the atmosphere of the grave, never think that such an agency is sapping their lives. <box>928 498 1098 622</box>
case-heading: NEGLECTED CHILD. <box>792 678 867 686</box>
closets-heading: CLOSETS. <box>995 489 1032 497</box>
waters-signature: THOMAS WATERS. <box>113 1011 181 1019</box>
court-paragraph: Catherine, another Maori, also charged with a similar offence, was sent to gaol for three weeks with hard labour. <box>745 451 914 476</box>
court-paragraph: Frank O'Brien, detective officer, deposed to having taken the ammunition produced from two Maoris in the neighbourhood of Wangarei. They told him that they had got it from the watchmaker, meaning prisoner. <box>745 134 914 174</box>
court-paragraph: John Napier deposed to going to defendant's house on the Sunday in question, and purchased a shilling's worth of rum from Mrs Trimble. He saw others there drinking. On his way out with the rum he met Sergeant Pardy, to whom he gave the rum. He had been offered 20 not to appear, but he did not know who had offered it to him. <box>745 1119 914 1174</box>
expected-line: Anemone, schooner, from Lyttelton. <box>12 274 128 283</box>
dividend-amount: 2 <box>138 464 143 470</box>
new-zealand-heading: NEW ZEALAND <box>50 1338 143 1350</box>
divider <box>796 260 863 261</box>
column-4 <box>562 43 737 1433</box>
meetings-heading: MEETINGS OF SHAREHOLDERS. <box>37 505 156 513</box>
dividend-amount: 0 <box>138 477 143 484</box>
left-sitting: (Left Sitting.) <box>807 247 852 256</box>
expected-line: St. Mary, U.S. man-of-war, from Sydney. <box>12 281 141 290</box>
presbyterian-heading: "PRESBYTERIAN MAGAZINE," <box>44 1353 148 1377</box>
mails-close-line: Mails will close as Under: <box>54 745 138 754</box>
grahamstown-dateline: GRAHAMSTOWN, 2.17 p.m. <box>600 321 692 330</box>
court-paragraph: His Worship administered a severe lecture to the mother, for neglecting the child in the manner she had, and ordered the little girl to be sent to the Industrial School for two years. <box>745 759 914 791</box>
dividend-date: Jan 20 <box>162 431 181 438</box>
dividend-row <box>12 411 180 418</box>
closets-article: But, while the Council set about removing this evil by introducing a new system of closet, there is one great point that must be constantly kept in view, namely, that no system should be adopted hastily; for if any particular system is adopted in haste, or without an unprejudiced discussion, or without a severe test and trial as against other systems, what would be? If adopted in haste, it is most likely that before long the Council would discover that a much superior system existed, and that moreover its introduction was, for the sake of the public health, absolutely necessary. Then look at the unnecessary expense entailed on the citizens in removing the one just, and erecting the new. <box>928 623 1098 732</box>
dividend-amount: 0 <box>138 437 143 444</box>
divider <box>929 958 1098 959</box>
